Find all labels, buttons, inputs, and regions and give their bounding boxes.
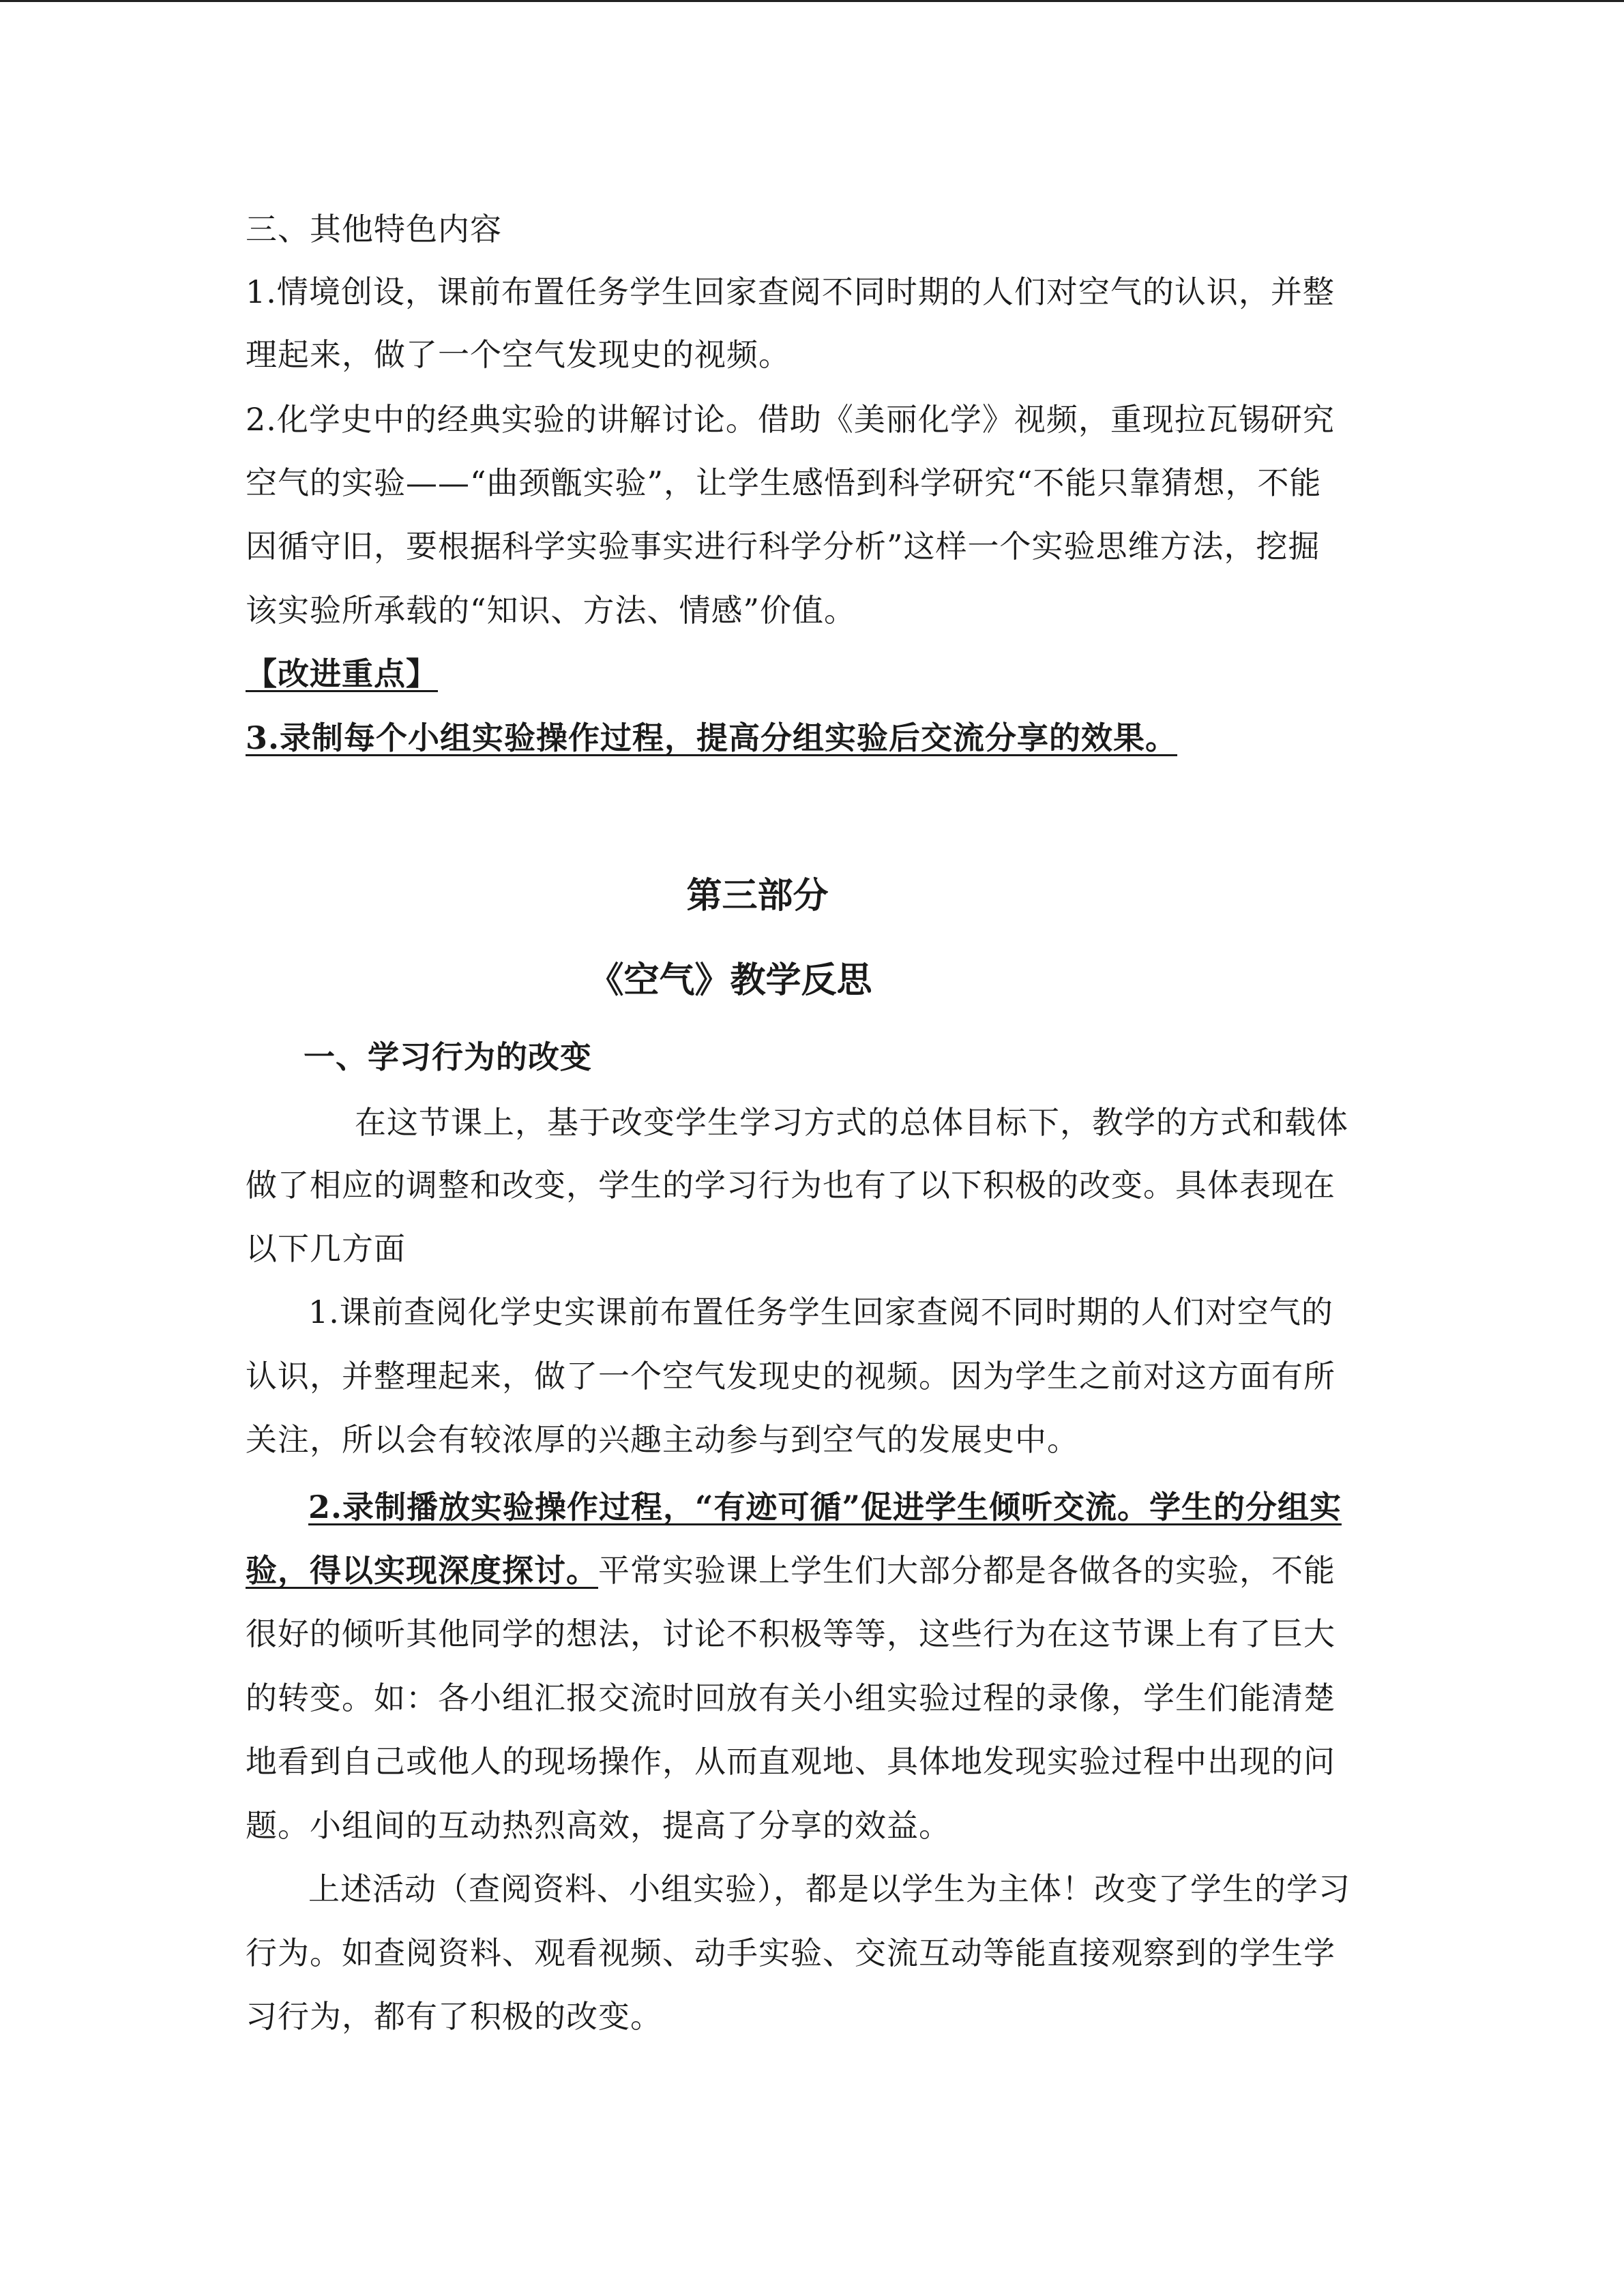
subsection-heading: 一、学习行为的改变 <box>304 1039 592 1075</box>
item-1-line-1: 1.情境创设，课前布置任务学生回家查阅不同时期的人们对空气的认识，并整 <box>246 273 1335 310</box>
para-3-line-1: 2.录制播放实验操作过程，“有迹可循”促进学生倾听交流。学生的分组实 <box>308 1489 1342 1525</box>
para-3-line-5: 地看到自己或他人的现场操作，从而直观地、具体地发现实验过程中出现的问 <box>246 1743 1335 1780</box>
para-3-line-2-emphasis: 验，得以实现深度探讨。 <box>246 1552 598 1589</box>
para-2-line-2: 认识，并整理起来，做了一个空气发现史的视频。因为学生之前对这方面有所 <box>246 1358 1335 1395</box>
item-2-line-1: 2.化学史中的经典实验的讲解讨论。借助《美丽化学》视频，重现拉瓦锡研究 <box>246 401 1335 438</box>
para-1-line-3: 以下几方面 <box>246 1230 406 1267</box>
para-4-line-2: 行为。如查阅资料、观看视频、动手实验、交流互动等能直接观察到的学生学 <box>246 1935 1335 1971</box>
para-4-line-3: 习行为，都有了积极的改变。 <box>246 1998 662 2035</box>
para-1-line-2: 做了相应的调整和改变，学生的学习行为也有了以下积极的改变。具体表现在 <box>246 1167 1335 1204</box>
item-2-line-2: 空气的实验——“曲颈甑实验”，让学生感悟到科学研究“不能只靠猜想，不能 <box>246 464 1322 501</box>
para-4-line-1: 上述活动（查阅资料、小组实验），都是以学生为主体！改变了学生的学习 <box>308 1870 1350 1907</box>
item-2-line-3: 因循守旧，要根据科学实验事实进行科学分析”这样一个实验思维方法，挖掘 <box>246 528 1320 565</box>
part-title: 第三部分 <box>686 875 829 916</box>
para-3-line-2-text: 平常实验课上学生们大部分都是各做各的实验，不能 <box>598 1552 1335 1589</box>
para-2-line-3: 关注，所以会有较浓厚的兴趣主动参与到空气的发展史中。 <box>246 1421 1079 1458</box>
item-1-line-2: 理起来，做了一个空气发现史的视频。 <box>246 336 791 373</box>
para-1-line-1: 在这节课上，基于改变学生学习方式的总体目标下，教学的方式和载体 <box>355 1104 1348 1141</box>
para-3-line-6: 题。小组间的互动热烈高效，提高了分享的效益。 <box>246 1807 951 1844</box>
item-2-line-4: 该实验所承载的“知识、方法、情感”价值。 <box>246 592 857 629</box>
item-3-improvement: 3.录制每个小组实验操作过程，提高分组实验后交流分享的效果。 <box>246 719 1178 756</box>
improvement-label: 【改进重点】 <box>246 655 438 692</box>
para-2-line-1: 1.课前查阅化学史实课前布置任务学生回家查阅不同时期的人们对空气的 <box>308 1294 1333 1330</box>
para-3-line-3: 很好的倾听其他同学的想法，讨论不积极等等，这些行为在这节课上有了巨大 <box>246 1615 1335 1652</box>
para-3-line-4: 的转变。如：各小组汇报交流时回放有关小组实验过程的录像，学生们能清楚 <box>246 1680 1335 1716</box>
part-subtitle: 《空气》教学反思 <box>588 959 872 1001</box>
page-top-border <box>0 0 1624 2</box>
para-3-line-2 <box>246 1550 1335 1591</box>
section-heading: 三、其他特色内容 <box>246 211 502 248</box>
